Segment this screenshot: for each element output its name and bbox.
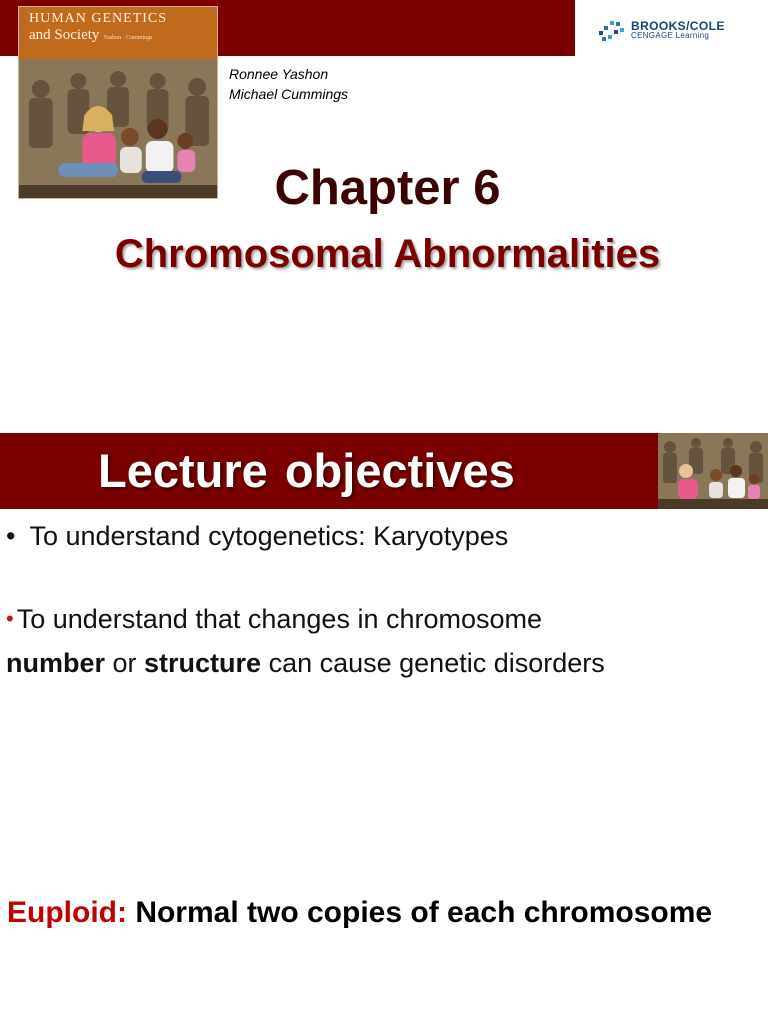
publisher-logo: [598, 16, 758, 46]
book-title-band: [19, 7, 217, 59]
book-title: HUMAN GENETICS: [29, 11, 168, 26]
book-authors: Yashon · Cummings: [103, 35, 153, 41]
objective-item-continued: [6, 648, 605, 679]
chapter-title: Chapter 6: [274, 161, 501, 215]
bullet-marker-red: •: [6, 606, 14, 631]
chapter-subtitle: Chromosomal Abnormalities: [114, 232, 661, 276]
emphasis-structure: structure: [144, 648, 262, 678]
objectives-header-band: [0, 433, 768, 509]
euploid-definition: [7, 896, 712, 930]
dots-arrow-icon: [598, 20, 626, 42]
objectives-title: Lecture objectives: [98, 444, 515, 497]
publisher-subname: CENGAGE Learning: [631, 31, 710, 40]
euploid-term: Euploid:: [7, 896, 127, 929]
author-name: Ronnee Yashon: [229, 66, 329, 82]
author-list: [229, 64, 348, 104]
objective-text: can cause genetic disorders: [261, 648, 605, 678]
objective-item: [6, 521, 508, 552]
publisher-name: BROOKS/COLE: [631, 19, 725, 33]
emphasis-number: number: [6, 648, 106, 678]
author-name: Michael Cummings: [229, 86, 349, 102]
family-photo-thumbnail: [658, 433, 768, 509]
objective-text: To understand that changes in chromosome: [16, 604, 543, 634]
book-subtitle: and Society Yashon · Cummings: [29, 27, 153, 43]
objective-text: To understand cytogenetics: Karyotypes: [29, 521, 509, 551]
bullet-marker: •: [6, 521, 16, 551]
euploid-definition-text: Normal two copies of each chromosome: [126, 896, 713, 929]
objective-item: [6, 604, 542, 635]
objective-text: or: [105, 648, 145, 678]
